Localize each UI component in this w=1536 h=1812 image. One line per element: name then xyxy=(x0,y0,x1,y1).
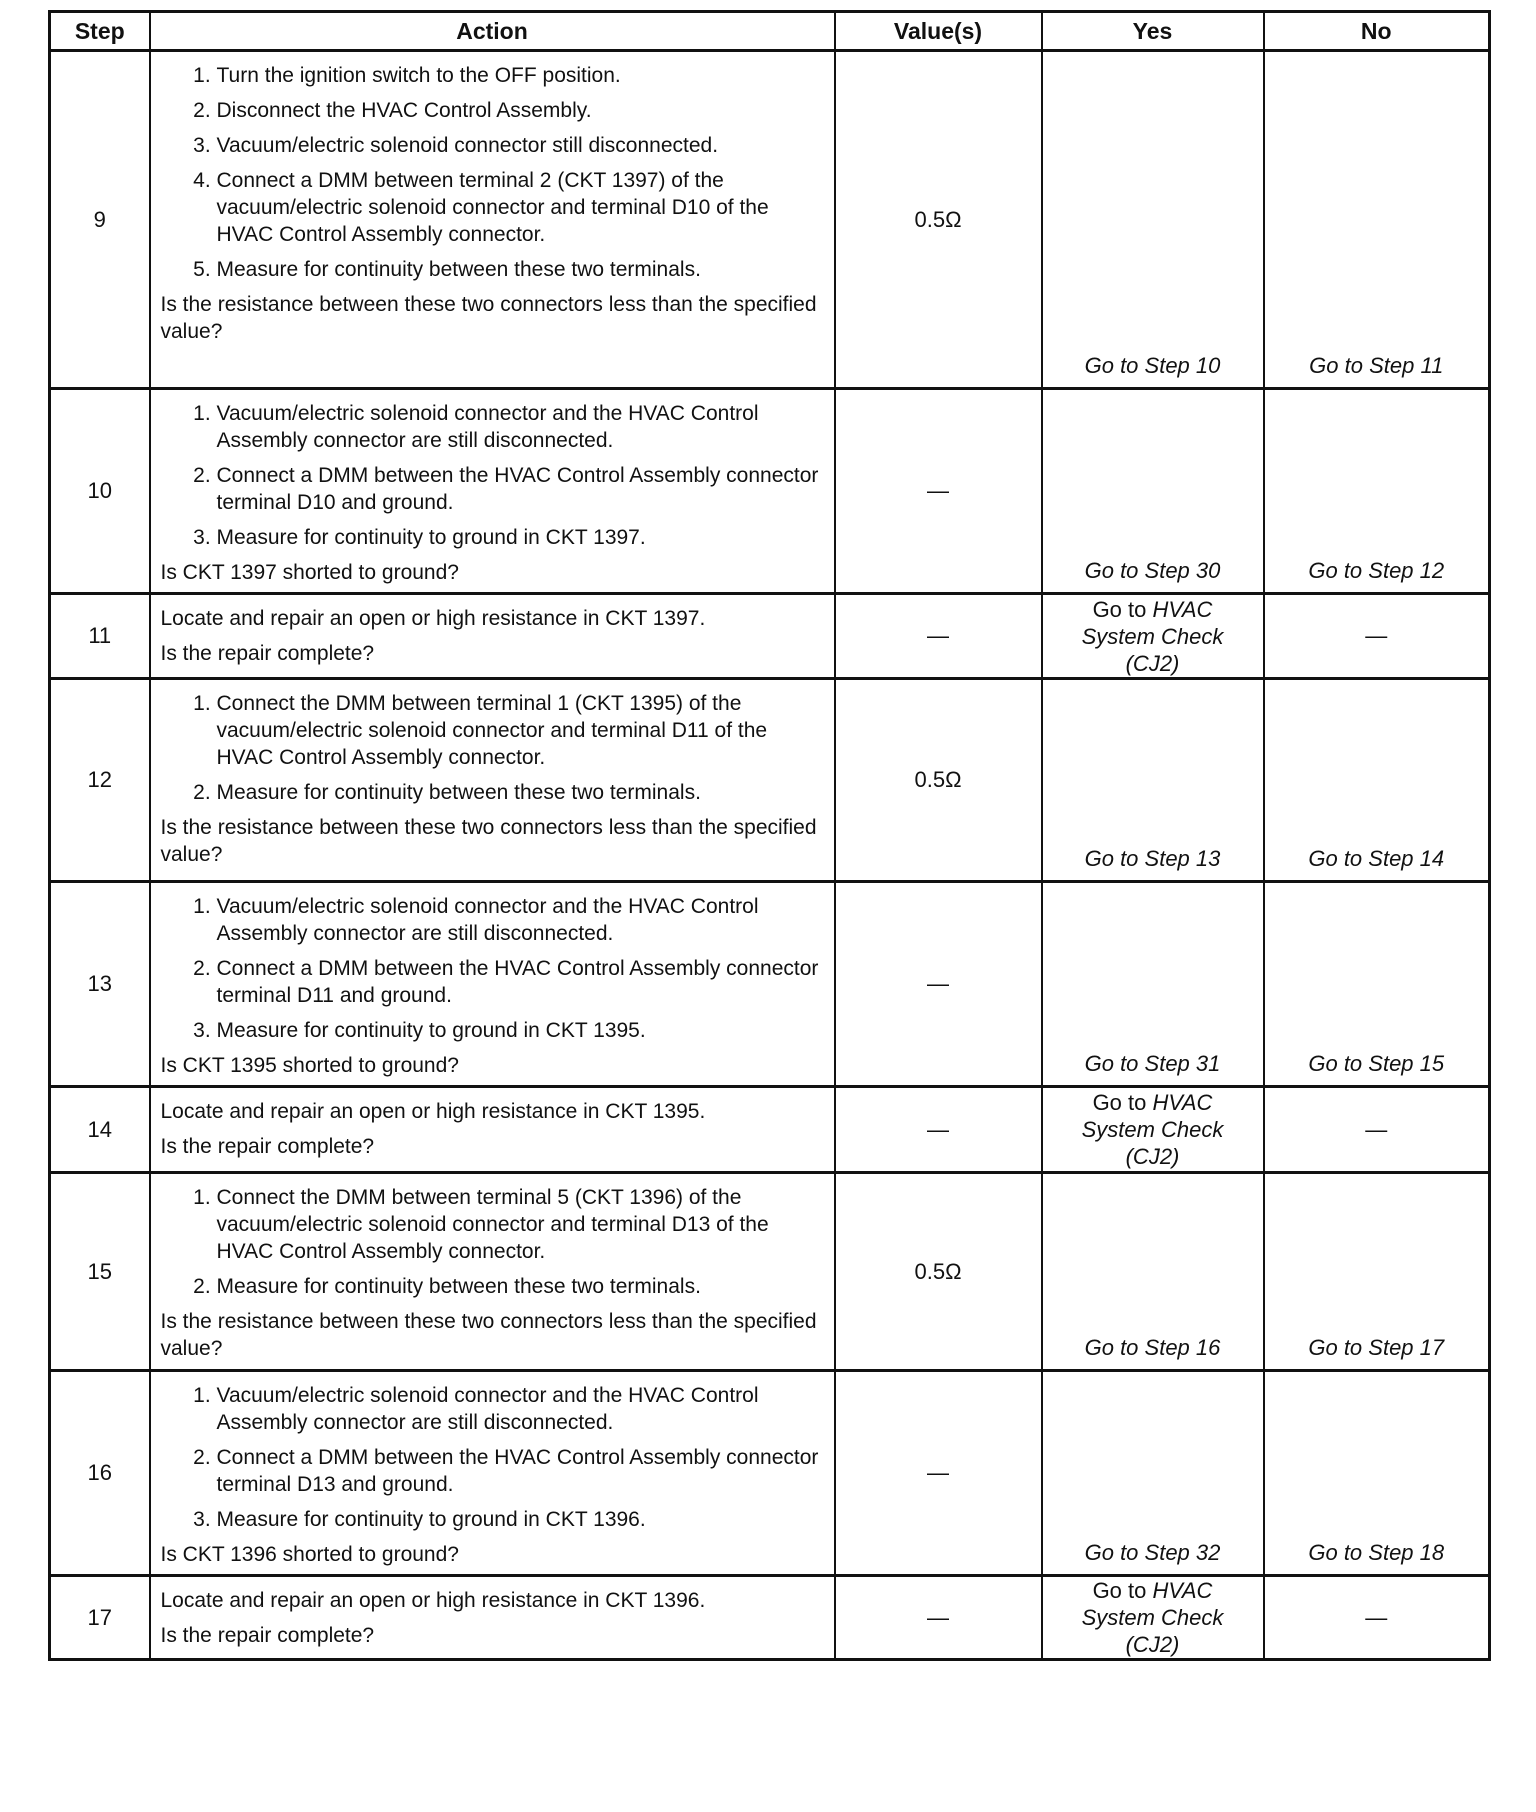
table-row xyxy=(50,882,1490,1087)
action-question: Is the repair complete? xyxy=(160,642,375,665)
action-cell xyxy=(150,1087,835,1173)
action-step: 3. Measure for continuity to ground in CKT 1395. xyxy=(217,1017,826,1044)
yes-cell xyxy=(1042,389,1264,594)
yes-cell xyxy=(1042,51,1264,389)
action-cell xyxy=(150,882,835,1087)
action-step: 2. Connect a DMM between the HVAC Control Assembly connector terminal D11 and ground. xyxy=(217,955,826,1009)
go-to-target: HVAC System Check (CJ2) xyxy=(1081,1578,1224,1657)
action-step: 3. Measure for continuity to ground in CKT 1396. xyxy=(217,1506,826,1533)
action-cell xyxy=(150,1371,835,1576)
table-row xyxy=(50,51,1490,389)
action-step: 2. Connect a DMM between the HVAC Control Assembly connector terminal D13 and ground. xyxy=(217,1444,826,1498)
yes-action-link[interactable]: Go to Step 32 xyxy=(1084,1540,1221,1565)
table-row xyxy=(50,594,1490,679)
action-steps xyxy=(161,1184,826,1300)
table-row xyxy=(50,389,1490,594)
action-steps xyxy=(161,400,826,551)
step-number: 13 xyxy=(50,882,150,1087)
action-question: Is CKT 1395 shorted to ground? xyxy=(160,1054,459,1077)
action-cell xyxy=(150,51,835,389)
action-step: 1. Vacuum/electric solenoid connector and the HVAC Control Assembly connector are still disconnected. xyxy=(217,893,826,947)
hvac-system-check-link[interactable] xyxy=(1043,596,1263,677)
value-cell: — xyxy=(835,1371,1042,1576)
no-action-dash: — xyxy=(1365,1604,1388,1630)
action-question: Is CKT 1397 shorted to ground? xyxy=(160,561,459,584)
yes-cell xyxy=(1042,882,1264,1087)
value-cell: — xyxy=(835,1087,1042,1173)
value-cell: — xyxy=(835,389,1042,594)
action-steps xyxy=(161,1382,826,1533)
step-number: 10 xyxy=(50,389,150,594)
step-number: 15 xyxy=(50,1173,150,1371)
value-cell: — xyxy=(835,594,1042,679)
action-question: Is the resistance between these two connectors less than the specified value? xyxy=(160,293,817,343)
header-values: Value(s) xyxy=(835,12,1042,51)
header-action: Action xyxy=(150,12,835,51)
yes-action-link[interactable]: Go to Step 16 xyxy=(1084,1335,1221,1360)
action-instruction: Locate and repair an open or high resistance in CKT 1395. xyxy=(160,1100,706,1123)
value-cell: 0.5Ω xyxy=(835,679,1042,882)
action-steps xyxy=(161,62,826,283)
yes-action-link[interactable]: Go to Step 13 xyxy=(1084,846,1221,871)
action-instruction: Locate and repair an open or high resistance in CKT 1397. xyxy=(160,607,706,630)
yes-cell xyxy=(1042,1087,1264,1173)
step-number: 9 xyxy=(50,51,150,389)
header-yes: Yes xyxy=(1042,12,1264,51)
no-action-link[interactable]: Go to Step 15 xyxy=(1308,1051,1445,1076)
action-step: 1. Connect the DMM between terminal 1 (CKT 1395) of the vacuum/electric solenoid connector and terminal D11 of the HVAC Control Assembly connector. xyxy=(217,690,826,771)
no-cell xyxy=(1264,51,1490,389)
action-cell xyxy=(150,1173,835,1371)
no-action-dash: — xyxy=(1365,623,1388,648)
action-cell xyxy=(150,594,835,679)
action-step: 2. Disconnect the HVAC Control Assembly. xyxy=(217,97,826,124)
action-step: 1. Vacuum/electric solenoid connector and the HVAC Control Assembly connector are still disconnected. xyxy=(217,400,826,454)
header-no: No xyxy=(1264,12,1490,51)
table-row xyxy=(50,1371,1490,1576)
value-cell: — xyxy=(835,1576,1042,1660)
header-step: Step xyxy=(50,12,150,51)
action-step: 2. Connect a DMM between the HVAC Control Assembly connector terminal D10 and ground. xyxy=(217,462,826,516)
step-number: 12 xyxy=(50,679,150,882)
table-row xyxy=(50,1173,1490,1371)
action-question: Is the resistance between these two connectors less than the specified value? xyxy=(160,816,817,866)
action-step: 2. Measure for continuity between these two terminals. xyxy=(217,1273,826,1300)
table-row xyxy=(50,679,1490,882)
action-cell xyxy=(150,389,835,594)
action-step: 3. Vacuum/electric solenoid connector still disconnected. xyxy=(217,132,826,159)
step-number: 11 xyxy=(50,594,150,679)
hvac-system-check-link[interactable] xyxy=(1043,1577,1263,1658)
go-to-prefix: Go to xyxy=(1092,596,1147,622)
no-action-dash: — xyxy=(1365,1116,1388,1142)
yes-cell xyxy=(1042,1576,1264,1660)
action-step: 5. Measure for continuity between these two terminals. xyxy=(217,256,826,283)
go-to-prefix: Go to xyxy=(1092,1090,1147,1115)
header-row xyxy=(50,12,1490,51)
no-cell xyxy=(1264,679,1490,882)
step-number: 14 xyxy=(50,1087,150,1173)
table-body xyxy=(50,51,1490,1660)
step-number: 16 xyxy=(50,1371,150,1576)
value-cell: 0.5Ω xyxy=(835,51,1042,389)
action-step: 1. Vacuum/electric solenoid connector and the HVAC Control Assembly connector are still disconnected. xyxy=(217,1382,826,1436)
no-cell xyxy=(1264,594,1490,679)
no-cell xyxy=(1264,1173,1490,1371)
value-cell: — xyxy=(835,882,1042,1087)
action-question: Is the repair complete? xyxy=(160,1135,375,1158)
yes-cell xyxy=(1042,594,1264,679)
action-instruction: Locate and repair an open or high resistance in CKT 1396. xyxy=(160,1589,706,1612)
action-step: 1. Turn the ignition switch to the OFF position. xyxy=(217,62,826,89)
no-cell xyxy=(1264,1576,1490,1660)
yes-cell xyxy=(1042,1173,1264,1371)
go-to-target: HVAC System Check (CJ2) xyxy=(1081,596,1224,676)
value-cell: 0.5Ω xyxy=(835,1173,1042,1371)
action-step: 4. Connect a DMM between terminal 2 (CKT 1397) of the vacuum/electric solenoid connector and terminal D10 of the HVAC Control Assembly connector. xyxy=(217,167,826,248)
no-action-link[interactable]: Go to Step 17 xyxy=(1308,1335,1445,1360)
action-question: Is the resistance between these two connectors less than the specified value? xyxy=(160,1310,817,1360)
yes-action-link[interactable]: Go to Step 31 xyxy=(1084,1051,1221,1076)
action-question: Is the repair complete? xyxy=(160,1624,375,1647)
action-step: 1. Connect the DMM between terminal 5 (CKT 1396) of the vacuum/electric solenoid connector and terminal D13 of the HVAC Control Assembly connector. xyxy=(217,1184,826,1265)
no-action-link[interactable]: Go to Step 12 xyxy=(1308,558,1445,583)
action-cell xyxy=(150,679,835,882)
yes-cell xyxy=(1042,1371,1264,1576)
no-action-link[interactable]: Go to Step 18 xyxy=(1308,1540,1445,1565)
no-cell xyxy=(1264,389,1490,594)
no-cell xyxy=(1264,882,1490,1087)
no-action-link[interactable]: Go to Step 14 xyxy=(1308,846,1445,871)
action-step: 3. Measure for continuity to ground in CKT 1397. xyxy=(217,524,826,551)
no-cell xyxy=(1264,1087,1490,1173)
table-row xyxy=(50,1576,1490,1660)
action-step: 2. Measure for continuity between these two terminals. xyxy=(217,779,826,806)
diagnostic-table xyxy=(48,10,1491,1661)
yes-cell xyxy=(1042,679,1264,882)
action-steps xyxy=(161,690,826,806)
action-question: Is CKT 1396 shorted to ground? xyxy=(160,1543,459,1566)
step-number: 17 xyxy=(50,1576,150,1660)
action-cell xyxy=(150,1576,835,1660)
go-to-target: HVAC System Check (CJ2) xyxy=(1081,1090,1224,1169)
table-row xyxy=(50,1087,1490,1173)
yes-action-link[interactable]: Go to Step 30 xyxy=(1084,558,1221,583)
go-to-prefix: Go to xyxy=(1092,1578,1147,1603)
yes-action-link[interactable]: Go to Step 10 xyxy=(1084,353,1221,378)
no-cell xyxy=(1264,1371,1490,1576)
hvac-system-check-link[interactable] xyxy=(1043,1089,1263,1170)
no-action-link[interactable]: Go to Step 11 xyxy=(1309,353,1444,378)
action-steps xyxy=(161,893,826,1044)
